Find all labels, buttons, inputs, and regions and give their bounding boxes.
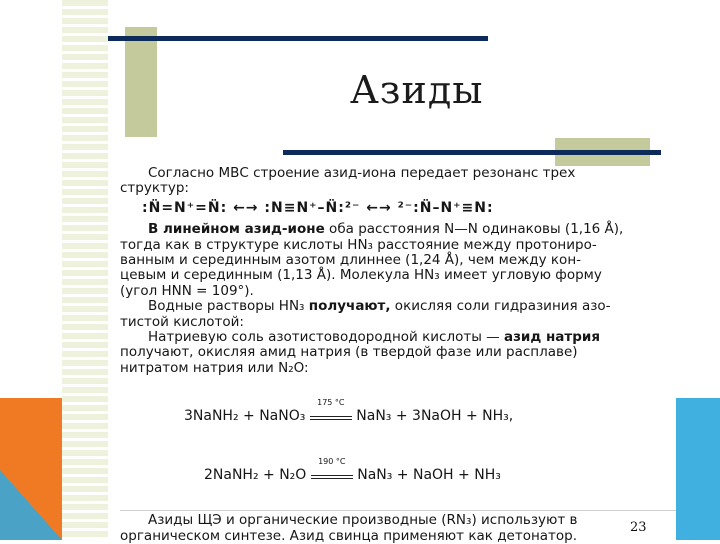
footer-rule (120, 510, 676, 511)
text-line: органическом синтезе. Азид свинца применяют как детонатор. (120, 527, 578, 544)
text-line: (угол HNN = 109°). (120, 282, 254, 299)
text-line: получают, окисляя амид натрия (в твердой фазе или расплаве) (120, 344, 578, 361)
bold-term: В линейном азид-ионе (148, 221, 325, 238)
reaction-arrow (311, 456, 353, 479)
text-span: Натриевую соль азотистоводородной кислоты — (148, 329, 504, 346)
text-line (120, 330, 650, 345)
text-line: ванным и серединным азотом длиннее (1,24 Å), чем между кон- (120, 252, 582, 269)
decorative-corner-left (0, 398, 62, 540)
reaction-arrow (310, 398, 352, 420)
decorative-corner-right (676, 398, 720, 540)
text-line: Азиды ЩЭ и органические производные (RN₃) используют в (148, 512, 578, 529)
slide-title: Азиды (350, 68, 484, 112)
equation-products: NaN₃ + 3NaOH + NH₃, (356, 408, 514, 425)
text-line (120, 299, 650, 314)
equation-1 (184, 398, 650, 425)
text-line: тистой кислотой: (120, 313, 244, 330)
decorative-navy-bar-top (108, 36, 488, 41)
text-span: оба расстояния N—N одинаковы (1,16 Å), (324, 221, 624, 238)
equation-reactants: 3NaNH₂ + NaNO₃ (184, 408, 306, 425)
equation-products: NaN₃ + NaOH + NH₃ (357, 466, 501, 483)
decorative-navy-bar-bottom (283, 150, 661, 155)
text-line (120, 222, 650, 237)
resonance-structures: :N̈=N⁺=N̈: ←→ :N≡N⁺–N̈:²⁻ ←→ ²⁻:N̈–N⁺≡N: (142, 199, 494, 216)
page-number: 23 (630, 520, 647, 535)
text-line: Согласно МВС строение азид-иона передает резонанс трех (148, 165, 576, 181)
equation-reactants: 2NaNH₂ + N₂O (204, 466, 307, 483)
text-span: окисляя соли гидразиния азо- (390, 298, 611, 315)
decorative-stripe-column (62, 0, 108, 540)
text-span: Водные растворы HN₃ (148, 298, 309, 315)
text-line: цевым и серединным (1,13 Å). Молекула HN₃ имеет угловую форму (120, 267, 602, 284)
text-line: нитратом натрия или N₂O: (120, 359, 309, 376)
bold-term: азид натрия (503, 329, 601, 346)
text-line: тогда как в структуре кислоты HN₃ расстояние между протониро- (120, 236, 597, 253)
reaction-condition: 190 °C (318, 456, 346, 466)
decorative-green-block-top (125, 27, 157, 137)
bold-term: получают, (308, 298, 391, 315)
equation-2 (204, 456, 650, 483)
reaction-condition: 175 °C (317, 398, 345, 408)
text-line: структур: (120, 180, 189, 197)
